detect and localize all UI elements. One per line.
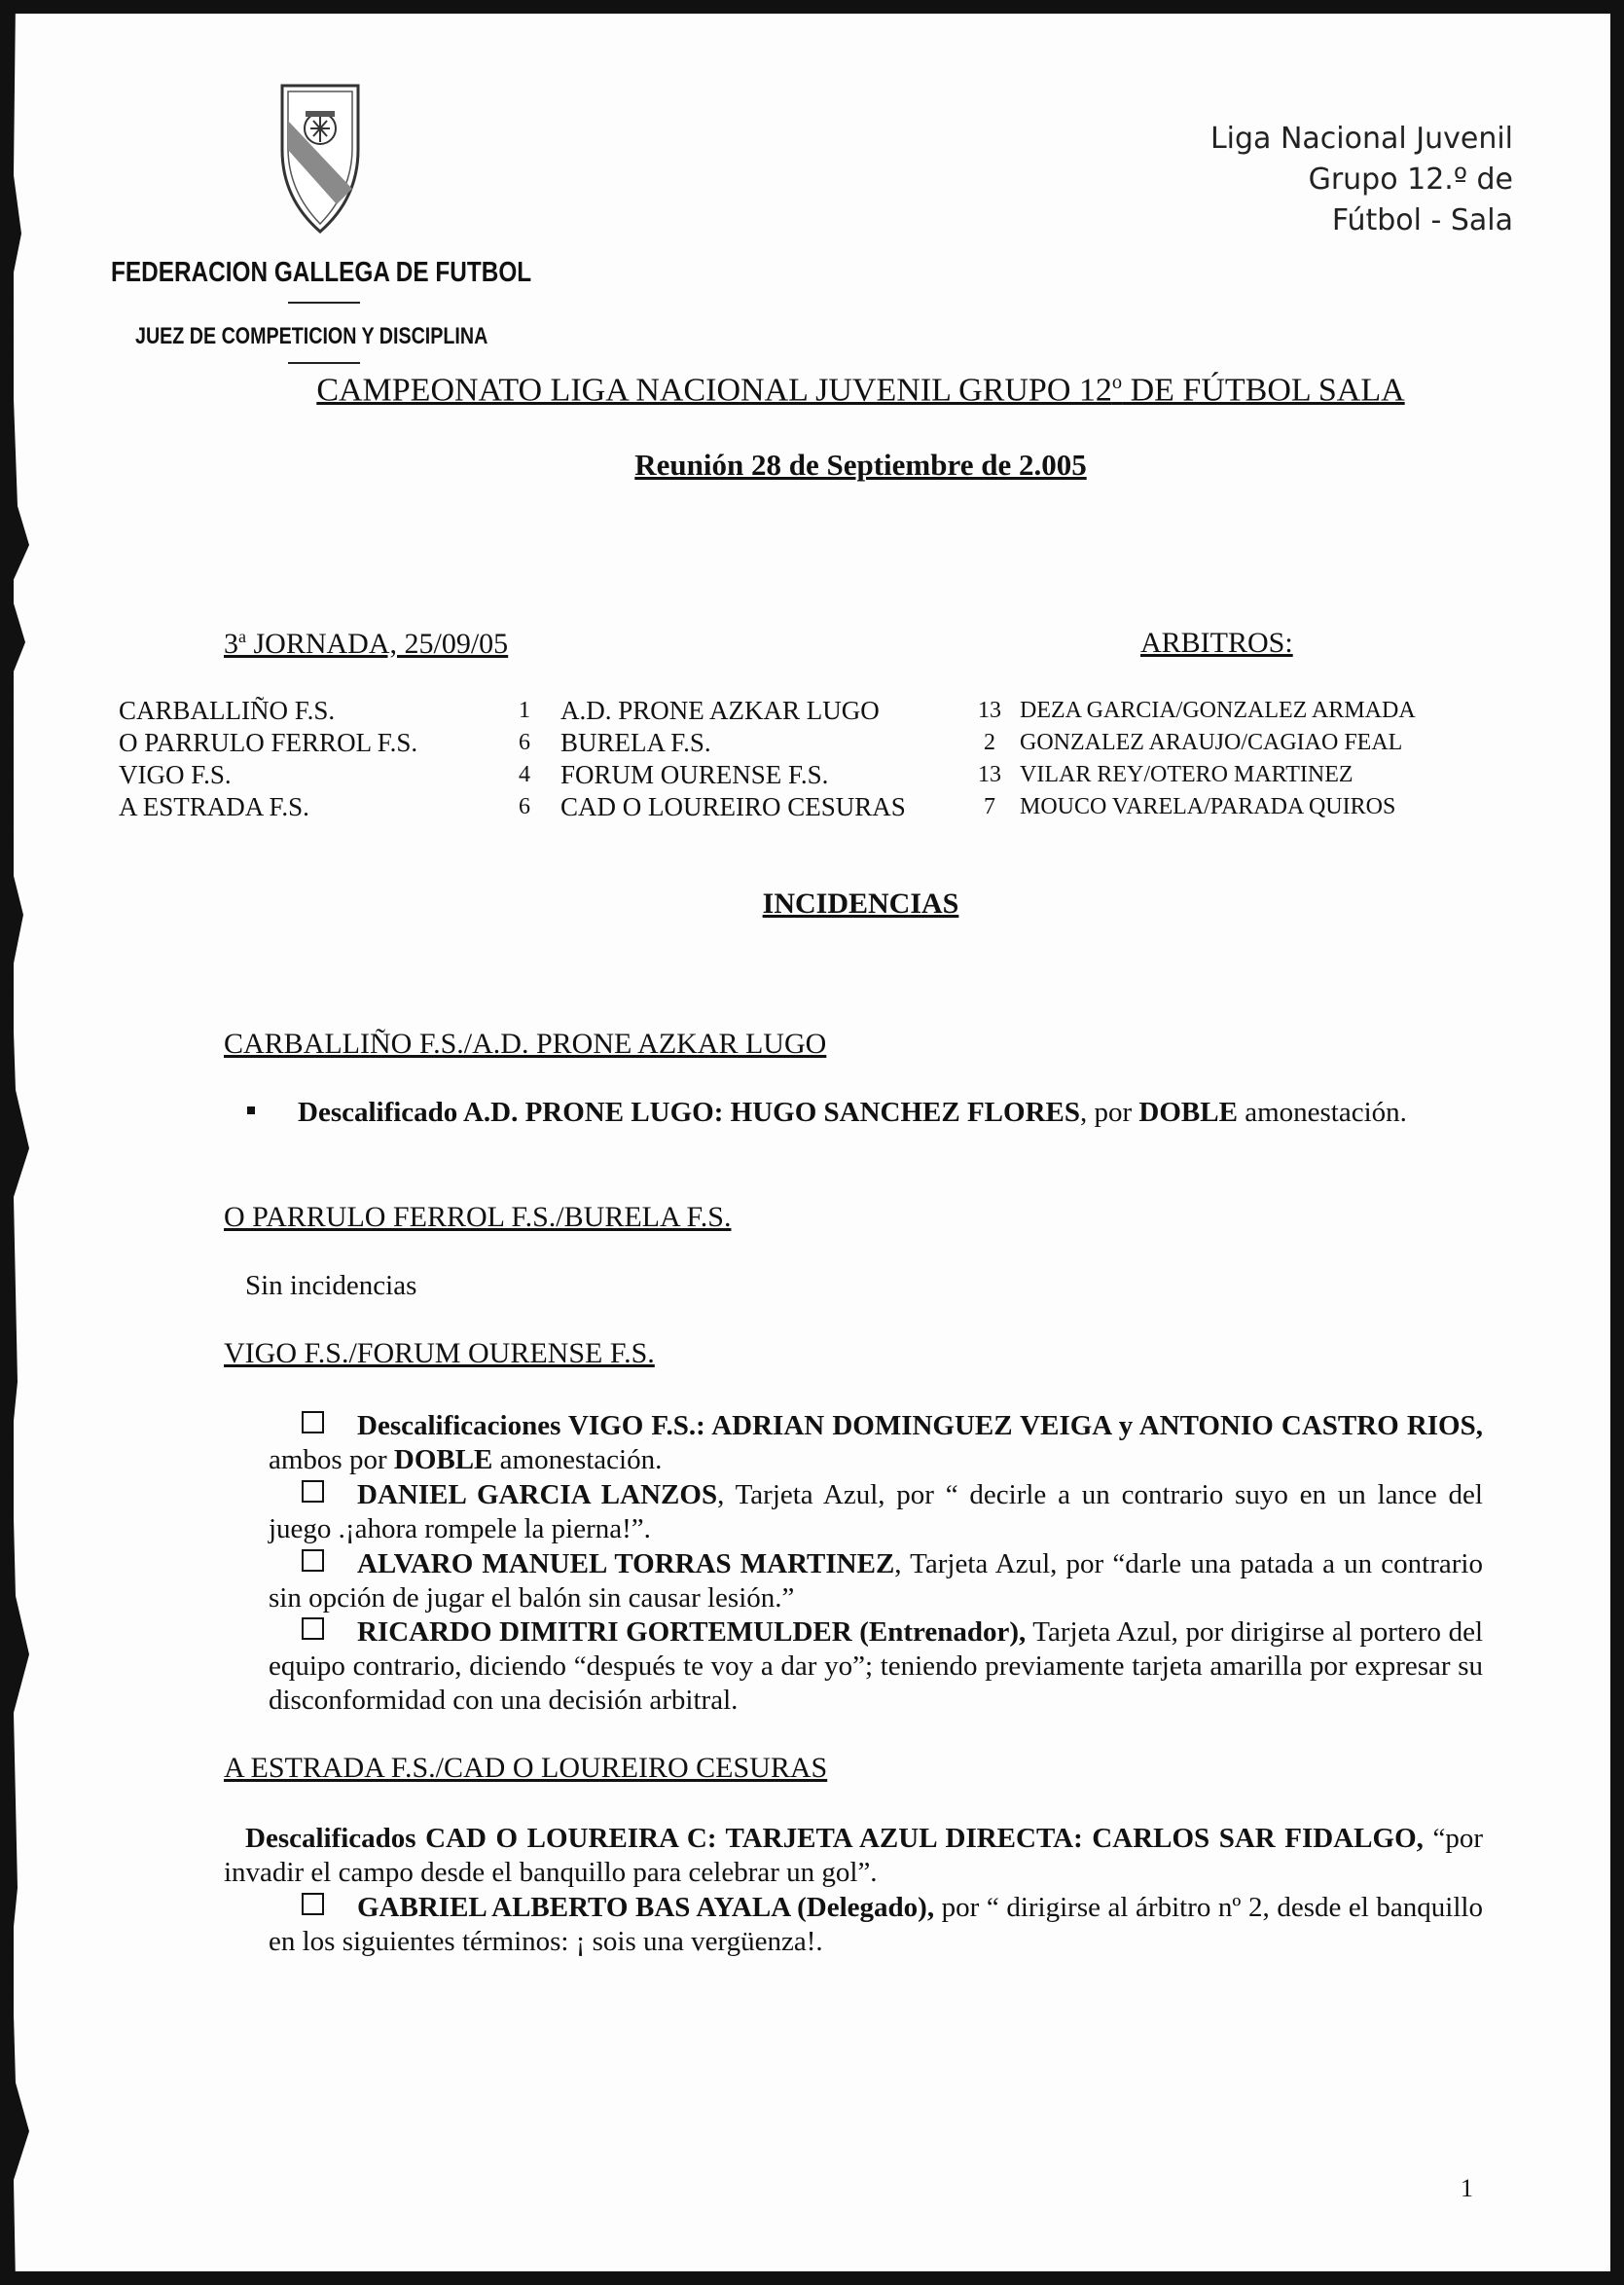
incident-bold: ALVARO MANUEL TORRAS MARTINEZ: [357, 1548, 895, 1579]
away-score: 7: [984, 794, 995, 819]
league-line: Liga Nacional Juvenil: [1209, 122, 1513, 156]
incident-bold: GABRIEL ALBERTO BAS AYALA (Delegado),: [357, 1892, 935, 1923]
title-main: CAMPEONATO LIGA NACIONAL JUVENIL GRUPO 12: [316, 372, 1112, 409]
incident-text: por “ dirigirse al árbitro nº 2, desde el banquillo en los siguientes términos: ¡ sois una vergüenza!.: [269, 1892, 1483, 1957]
incident-bold: Descalificados CAD O LOUREIRA C: TARJETA AZUL DIRECTA: CARLOS SAR FIDALGO,: [245, 1823, 1424, 1854]
referees: DEZA GARCIA/GONZALEZ ARMADA: [1020, 698, 1416, 723]
results-referees-column: [1020, 695, 1416, 823]
jornada-text: JORNADA, 25/09/05: [246, 628, 509, 660]
checkbox-icon: [302, 1617, 324, 1640]
incident-text: , Tarjeta Azul, por “ decirle a un contrario suyo en un lance del juego .¡ahora rompele la pierna!”.: [269, 1479, 1483, 1544]
incident-paragraph: [269, 1891, 1483, 1959]
section-heading: VIGO F.S./FORUM OURENSE F.S.: [224, 1337, 655, 1369]
incident-text: Tarjeta Azul, por dirigirse al portero del equipo contrario, diciendo “después te voy a dar yo”; teniendo previamente tarjeta amarilla por expresar su disconformidad con una decisión arbitral.: [269, 1616, 1483, 1716]
checkbox-icon: [302, 1549, 324, 1572]
results-away-score-column: [970, 695, 1009, 823]
incident-paragraph: [269, 1409, 1483, 1477]
incident-paragraph: [269, 1547, 1483, 1615]
results-home-score-column: [510, 695, 539, 823]
home-team: VIGO F.S.: [119, 760, 232, 789]
away-score: 2: [984, 730, 995, 755]
away-score: 13: [978, 698, 1001, 723]
home-team: O PARRULO FERROL F.S.: [119, 728, 418, 757]
home-score: 6: [519, 730, 530, 755]
document-page: [14, 14, 1610, 2271]
committee-name: JUEZ DE COMPETICION Y DISCIPLINA: [135, 323, 488, 349]
incident-bold: DOBLE: [1138, 1097, 1238, 1128]
referees: MOUCO VARELA/PARADA QUIROS: [1020, 794, 1396, 819]
referees: GONZALEZ ARAUJO/CAGIAO FEAL: [1020, 730, 1403, 755]
incident-text: amonestación.: [492, 1444, 663, 1475]
away-team: FORUM OURENSE F.S.: [560, 760, 829, 789]
league-line: Fútbol - Sala: [1331, 203, 1513, 237]
incident-bold: Descalificaciones VIGO F.S.: ADRIAN DOMINGUEZ VEIGA y ANTONIO CASTRO RIOS,: [357, 1410, 1483, 1441]
incidents-heading: INCIDENCIAS: [762, 888, 959, 920]
bullet-icon: [247, 1106, 255, 1114]
title-sup: o: [1111, 372, 1123, 393]
section-heading: CARBALLIÑO F.S./A.D. PRONE AZKAR LUGO: [224, 1028, 827, 1060]
incident-text: amonestación.: [1237, 1097, 1407, 1128]
results-away-column: [560, 695, 906, 823]
away-score: 13: [978, 762, 1001, 787]
title-tail: DE FÚTBOL SALA: [1122, 372, 1405, 409]
incident-paragraph: [224, 1822, 1483, 1890]
league-line: Grupo 12.º de: [1308, 163, 1513, 197]
federation-name: FEDERACION GALLEGA DE FUTBOL: [111, 257, 532, 288]
federation-crest-icon: [278, 82, 362, 236]
section-heading: A ESTRADA F.S./CAD O LOUREIRO CESURAS: [224, 1752, 828, 1784]
incident-text: , por: [1080, 1097, 1139, 1128]
incident-text: , Tarjeta Azul, por “darle una patada a un contrario sin opción de jugar el balón sin causar lesión.”: [269, 1548, 1483, 1614]
away-team: BURELA F.S.: [560, 728, 711, 757]
incident-bold: RICARDO DIMITRI GORTEMULDER (Entrenador),: [357, 1616, 1027, 1648]
home-score: 4: [519, 762, 530, 787]
torn-page-edge: [0, 0, 31, 2285]
incident-bold: DOBLE: [393, 1444, 493, 1475]
league-label: [1210, 119, 1513, 241]
divider: [288, 362, 360, 364]
results-home-column: [119, 695, 417, 823]
document-title: [14, 372, 1610, 409]
incident-paragraph: [247, 1096, 1483, 1130]
incident-text: Sin incidencias: [245, 1270, 417, 1301]
incident-paragraph: [269, 1478, 1483, 1546]
jornada-num: 3: [224, 628, 238, 660]
checkbox-icon: [302, 1893, 324, 1915]
home-score: 6: [519, 794, 530, 819]
incident-bold: Descalificado A.D. PRONE LUGO: HUGO SANCHEZ FLORES: [298, 1097, 1080, 1128]
jornada-sup: a: [238, 627, 246, 646]
referees: VILAR REY/OTERO MARTINEZ: [1020, 762, 1353, 787]
checkbox-icon: [302, 1411, 324, 1433]
home-team: A ESTRADA F.S.: [119, 792, 309, 821]
jornada-heading: [224, 627, 508, 661]
page-number: 1: [1461, 2174, 1473, 2202]
incident-bold: DANIEL GARCIA LANZOS: [357, 1479, 718, 1510]
referees-heading: ARBITROS:: [1140, 627, 1293, 659]
home-team: CARBALLIÑO F.S.: [119, 696, 336, 725]
meeting-date: Reunión 28 de Septiembre de 2.005: [634, 448, 1087, 482]
incident-text: “por invadir el campo desde el banquillo para celebrar un gol”.: [224, 1823, 1483, 1888]
home-score: 1: [519, 698, 530, 723]
incident-paragraph: [269, 1615, 1483, 1718]
incident-text: ambos por: [269, 1444, 394, 1475]
checkbox-icon: [302, 1480, 324, 1503]
away-team: CAD O LOUREIRO CESURAS: [560, 792, 906, 821]
section-heading: O PARRULO FERROL F.S./BURELA F.S.: [224, 1201, 732, 1233]
away-team: A.D. PRONE AZKAR LUGO: [560, 696, 880, 725]
divider: [288, 302, 360, 304]
